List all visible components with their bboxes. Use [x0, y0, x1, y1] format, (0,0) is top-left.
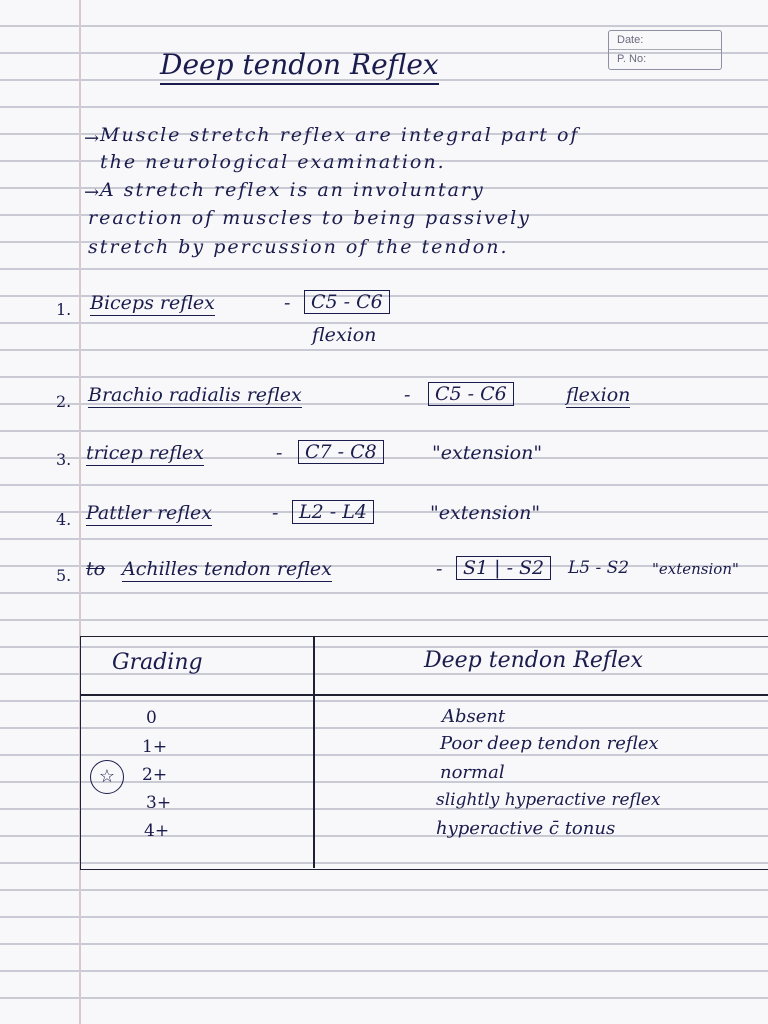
reflex-5-number: 5.: [56, 566, 72, 585]
reflex-1-name: Biceps reflex: [90, 292, 215, 314]
table-grade-4: 4+: [144, 821, 170, 841]
reflex-5-sep: -: [436, 558, 443, 580]
reflex-3-number: 3.: [56, 450, 72, 469]
reflex-1-sep: -: [284, 292, 291, 314]
reflex-2-name: Brachio radialis reflex: [88, 384, 302, 406]
reflex-4-sep: -: [272, 502, 279, 524]
reflex-5-action: "extension": [652, 560, 739, 578]
bullet-2-line-3: stretch by percussion of the tendon.: [88, 236, 509, 258]
date-label: Date:: [609, 31, 721, 50]
reflex-5-name: Achilles tendon reflex: [122, 558, 332, 580]
reflex-2-sep: -: [404, 384, 411, 406]
table-grade-1: 1+: [142, 737, 168, 757]
reflex-4-segment: L2 - L4: [292, 500, 374, 524]
table-desc-0: Absent: [442, 706, 506, 727]
reflex-1-action: flexion: [312, 324, 377, 346]
table-desc-1: Poor deep tendon reflex: [440, 733, 659, 754]
arrow-bullet-icon: →: [84, 182, 100, 203]
reflex-5-extra-segment: L5 - S2: [568, 558, 630, 578]
reflex-3-segment: C7 - C8: [298, 440, 384, 464]
table-grade-0: 0: [146, 708, 157, 728]
reflex-1-segment: C5 - C6: [304, 290, 390, 314]
reflex-4-name: Pattler reflex: [86, 502, 212, 524]
table-header-grading: Grading: [112, 650, 203, 675]
table-header-divider: [80, 694, 768, 696]
reflex-2-number: 2.: [56, 392, 72, 411]
table-grade-2: 2+: [142, 765, 168, 785]
arrow-bullet-icon: →: [84, 128, 100, 149]
reflex-1-number: 1.: [56, 300, 72, 319]
table-column-divider: [313, 636, 315, 868]
table-desc-4: hyperactive c̄ tonus: [436, 818, 616, 839]
bullet-1-line-2: the neurological examination.: [100, 151, 446, 173]
date-page-box: [608, 30, 722, 70]
reflex-2-action: flexion: [566, 384, 631, 406]
reflex-4-number: 4.: [56, 510, 72, 529]
bullet-2-line-2: reaction of muscles to being passively: [88, 207, 531, 229]
reflex-3-action: "extension": [432, 442, 543, 464]
table-desc-2: normal: [440, 762, 505, 783]
reflex-4-action: "extension": [430, 502, 541, 524]
table-desc-3: slightly hyperactive reflex: [436, 790, 661, 810]
reflex-3-sep: -: [276, 442, 283, 464]
bullet-1-line-1: Muscle stretch reflex are integral part of: [100, 124, 580, 146]
page-number-label: P. No:: [617, 53, 647, 65]
table-header-reflex: Deep tendon Reflex: [424, 648, 643, 673]
reflex-5-struck-word: to: [86, 558, 106, 580]
bullet-2-line-1: A stretch reflex is an involuntary: [100, 179, 485, 201]
reflex-3-name: tricep reflex: [86, 442, 204, 464]
star-icon: ☆: [90, 760, 124, 794]
page-title: Deep tendon Reflex: [160, 48, 439, 85]
reflex-2-segment: C5 - C6: [428, 382, 514, 406]
table-grade-3: 3+: [146, 793, 172, 813]
reflex-5-segment: S1 | - S2: [456, 556, 551, 580]
